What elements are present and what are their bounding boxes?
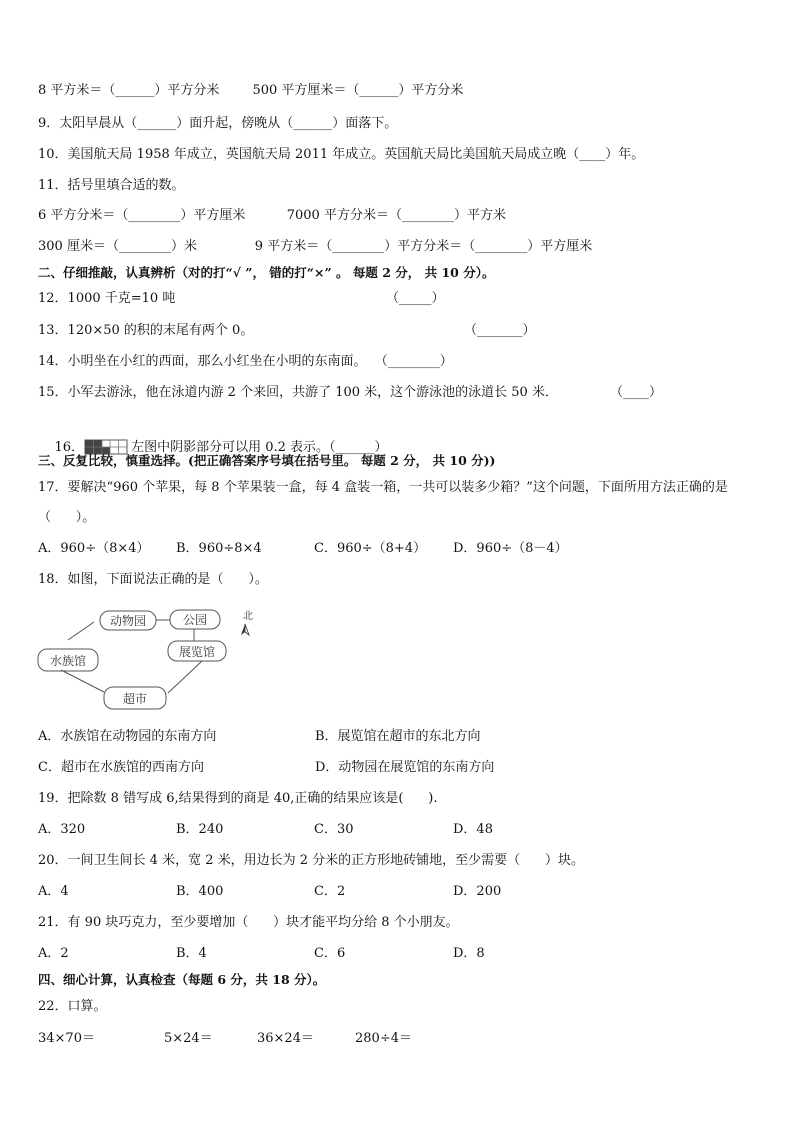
question-10: 10．美国航天局 1958 年成立，英国航天局 2011 年成立。英国航天局比美国航天局成立晚（____）年。 (38, 147, 645, 162)
section-3-heading: 三、反复比较，慎重选择。(把正确答案序号填在括号里。 每题 2 分， 共 10 分)) (38, 453, 496, 468)
question-15: 15．小军去游泳，他在泳道内游 2 个来回，共游了 100 米，这个游泳池的泳道长 50 米． (38, 385, 558, 400)
question-20: 20．一间卫生间长 4 米，宽 2 米，用边长为 2 分米的正方形地砖铺地，至少需要（ ）块。 (38, 853, 584, 868)
park-label: 公园 (182, 613, 208, 627)
q19-option-c: C．30 (314, 822, 354, 837)
question-11-line-b: 300 厘米＝（________）米 9 平方米＝（________）平方分米＝（________）平方厘米 (38, 239, 593, 254)
aquarium-label: 水族馆 (49, 654, 87, 668)
q18-option-b: B．展览馆在超市的东北方向 (315, 729, 481, 744)
north-arrow-icon (241, 610, 253, 635)
exhibition-label: 展览馆 (178, 645, 216, 659)
market-label: 超市 (122, 692, 148, 706)
question-17: 17．要解决“960 个苹果，每 8 个苹果装一盒，每 4 盒装一箱，一共可以装多少箱？”这个问题，下面所用方法正确的是 (38, 480, 728, 495)
calc-item-1: 34×70＝ (38, 1031, 95, 1046)
question-18: 18．如图，下面说法正确的是（ ）。 (38, 572, 268, 587)
q20-option-c: C．2 (314, 884, 346, 899)
zoo-aquarium-path (68, 622, 94, 640)
q18-option-c: C．超市在水族馆的西南方向 (38, 760, 204, 775)
zoo-label: 动物园 (109, 614, 147, 628)
question-13: 13．120×50 的积的末尾有两个 0。 (38, 323, 254, 338)
calc-item-4: 280÷4＝ (355, 1031, 412, 1046)
q20-option-d: D．200 (453, 884, 502, 899)
question-19: 19．把除数 8 错写成 6,结果得到的商是 40,正确的结果应该是( ). (38, 791, 438, 806)
q17-option-d: D．960÷（8－4） (453, 541, 568, 556)
q17-option-c: C．960÷（8+4） (314, 541, 427, 556)
location-map (36, 605, 266, 715)
q20-option-a: A．4 (38, 884, 69, 899)
question-16-number: 16． (54, 440, 85, 455)
question-14: 14．小明坐在小红的西面，那么小红坐在小明的东南面。 （________） (38, 354, 453, 369)
question-12: 12．1000 千克=10 吨 (38, 291, 176, 306)
question-11: 11．括号里填合适的数。 (38, 178, 185, 193)
q21-option-c: C．6 (314, 946, 346, 961)
calc-item-3: 36×24＝ (257, 1031, 314, 1046)
market-exhibition-path (168, 661, 202, 693)
q21-option-b: B．4 (176, 946, 207, 961)
question-16-text: 左图中阴影部分可以用 0.2 表示。（______） (131, 440, 388, 455)
question-17-paren: （ ）。 (38, 510, 96, 525)
aquarium-market-path (61, 670, 104, 692)
q17-option-b: B．960÷8×4 (176, 541, 262, 556)
question-11-line-a: 6 平方分米＝（________）平方厘米 7000 平方分米＝（________）平方米 (38, 208, 506, 223)
north-label: 北 (243, 611, 253, 622)
q20-option-b: B．400 (176, 884, 224, 899)
q19-option-d: D．48 (453, 822, 493, 837)
question-13-blank: （_______） (464, 323, 536, 338)
section-2-heading: 二、仔细推敲，认真辨析（对的打“√ ”， 错的打“×” 。 每题 2 分， 共 10 分）。 (38, 265, 495, 280)
section-4-heading: 四、细心计算，认真检查（每题 6 分，共 18 分）。 (38, 972, 326, 987)
question-9: 9．太阳早晨从（______）面升起，傍晚从（______）面落下。 (38, 116, 398, 131)
q17-option-a: A．960÷（8×4） (38, 541, 150, 556)
calc-item-2: 5×24＝ (164, 1031, 213, 1046)
q21-option-a: A．2 (38, 946, 69, 961)
q21-option-d: D．8 (453, 946, 485, 961)
question-21: 21．有 90 块巧克力，至少要增加（ ）块才能平均分给 8 个小朋友。 (38, 915, 459, 930)
question-22: 22．口算。 (38, 999, 107, 1014)
q18-option-a: A．水族馆在动物园的东南方向 (38, 729, 217, 744)
q19-option-a: A．320 (38, 822, 86, 837)
q19-option-b: B．240 (176, 822, 224, 837)
question-15-blank: （____） (610, 385, 663, 400)
question-12-blank: （_____） (386, 291, 445, 306)
unit-conversion-line: 8 平方米＝（______）平方分米 500 平方厘米＝（______）平方分米 (38, 83, 464, 98)
q18-option-d: D．动物园在展览馆的东南方向 (315, 760, 495, 775)
